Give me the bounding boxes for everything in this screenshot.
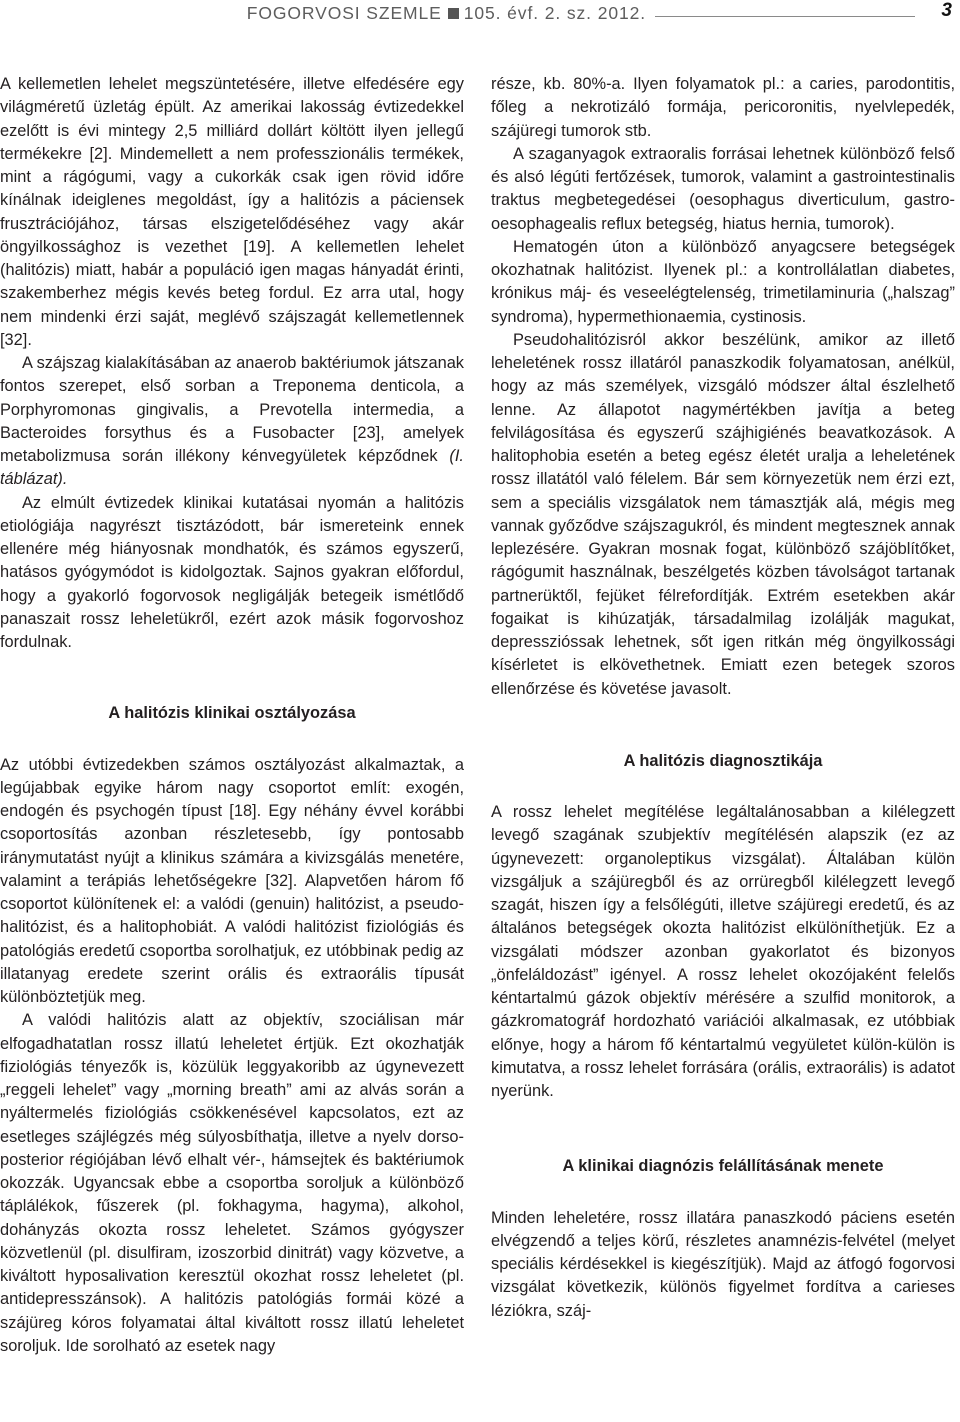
paragraph: A valódi halitózis alatt az objektív, szociálisan már elfogadhatatlan rossz illatú leheletet értjük. Ezt okozhatják fiziológiás tényezők is, közülük leggyakoribb az úgynevezett „reggeli lehelet” vagy „morning breath” ami az alvás során a nyáltermelés fiziológiás csökkenésével kapcsolatos, ezt az esetleges szájlégzés még súlyosbíthatja, illetve a nyelv dorso-posterior régiójában lévő elhalt vér-, hámsejtek és baktériumok okozzák. Ugyancsak ebbe a csoportba soroljuk a különböző táplálékok, fűszerek (pl. fokhagyma, hagyma), alkohol, dohányzás okozta rossz leheletet. Számos gyógyszer közvetlenül (pl. disulfiram, izoszorbid dinitrát) vagy közvetve, a kiváltott hyposalivation keresztül okozhat rossz leheletet (pl. antidepresszánsok). A halitózis patológiás formái közé a szájüreg kóros folyamatai által kiváltott rossz illatú leheletet soroljuk. Ide sorolható az esetek nagy bbox=[0, 1011, 464, 1355]
paragraph: Hematogén úton a különböző anyagcsere betegségek okozhatnak halitózist. Ilyenek pl.: a kontrollálatlan diabetes, krónikus máj- és veseelégtelenség, trimetilaminuria („halszag” syndroma), hypermethionaemia, cystinosis. bbox=[491, 237, 955, 326]
header-rule bbox=[655, 16, 915, 17]
spacer bbox=[491, 701, 955, 750]
right-column bbox=[491, 73, 955, 1323]
left-column bbox=[0, 73, 464, 1358]
spacer bbox=[491, 1103, 955, 1155]
spacer bbox=[0, 726, 464, 754]
section-heading: A halitózis diagnosztikája bbox=[623, 751, 823, 770]
journal-issue: 105. évf. 2. sz. 2012. bbox=[463, 3, 646, 23]
paragraph: A rossz lehelet megítélése legáltalánosabban a kilélegzett levegő szagának szubjektív megítélésén alapszik (ez az úgynevezett: organoleptikus vizsgálat). Általában külön vizsgáljuk a szájüregből és az orrüregből kilélegzett levegő szagát, hiszen így a felsőlégúti, illetve szájüregi eredetű, és az általános betegségek okozta halitózist elkülöníthetjük. Ez a vizsgálati módszer azonban gyakorlatot és bizonyos „önfeláldozást” igényel. A rossz lehelet okozójaként felelős kéntartalmú gázok objektív mérésére a szulfid monitorok, a gázkromatográf hordozható variációi alkalmasak, ez utóbbiak előnye, hogy a három fő kéntartalmú vegyületet külön-külön is kimutatva, a rossz lehelet forrására (orális, extraorális) is adatot nyerünk. bbox=[491, 803, 955, 1100]
spacer bbox=[0, 654, 464, 702]
spacer bbox=[491, 773, 955, 801]
paragraph: Az utóbbi évtizedekben számos osztályozást alkalmaztak, a legújabbak egyike három nagy csoportot említ: exogén, endogén és psychogén típust [18]. Egy néhány évvel korábbi csoportosítás azonban részletesebb, így pontosabb iránymutatást nyújt a klinikus számára a kivizsgálás menetére, valamint a terápiás lehetőségekre [32]. Alapvetően három fő csoportot különítenek el: a valódi (genuin) halitózist, a pseudo-halitózist, és a halitophobiát. A valódi halitózist fiziológiás és patológiás eredetű csoportba sorolhatjuk, ez utóbbinak pedig az illatanyag eredete szerint orális és extraorális típusát különböztetjük meg. bbox=[0, 755, 464, 1006]
section-heading: A klinikai diagnózis felállításának menete bbox=[562, 1157, 884, 1176]
paragraph: Minden leheletére, rossz illatára panaszkodó páciens esetén elvégzendő a teljes körű, részletes anamnézis-felvétel (melyet speciális kérdésekkel is kiegészítjük). Majd az átfogó fogorvosi vizsgálat következik, különös figyelmet fordítva a carieses léziókra, száj- bbox=[491, 1208, 955, 1320]
spacer bbox=[491, 1179, 955, 1207]
paragraph-text: A szájszag kialakításában az anaerob baktériumok játszanak fontos szerepet, első sorban a Treponema denticola, a Porphyromonas gingivalis, a Prevotella intermedia, a Bacteroides forsythus és a Fusobacter [23], amelyek metabolizmusa során illékony kénvegyületek képződnek bbox=[0, 354, 464, 465]
page-number: 3 bbox=[941, 0, 952, 21]
section-heading: A halitózis klinikai osztályozása bbox=[108, 704, 356, 723]
journal-header bbox=[0, 3, 646, 24]
table-reference: (I. táblázat). bbox=[0, 447, 464, 489]
paragraph: Pseudohalitózisról akkor beszélünk, amikor az illető leheletének rossz illatáról panaszkodik folyamatosan, anélkül, hogy az más személyek, vizsgáló módszer által észlelhető lenne. Az állapotot nagymértékben javítja a beteg felvilágosítása és egyszerű szájhigiénés beavatkozások. A halitophobia esetén a beteg egész életét uralja a leheletének rossz illatától való félelem. Bár sem környezetük nem érzi ezt, sem a speciális vizsgálatok nem támasztják alá, mégis meg vannak győződve szájszagukról, és mindent megtesznek annak leplezésére. Gyakran mosnak fogat, különböző szájöblítőket, rágógumit használnak, beszélgetés közben távolságot tartanak partnerüktől, fejüket félrefordítják. Extrém esetekben akár fogaikat is kihúzatják, társadalmilag izolálják magukat, depresszióssak lehetnek, sőt igen ritkán még öngyilkossági kísérletet is elkövethetnek. Emiatt ezen betegek szoros ellenőrzése és követése javasolt. bbox=[491, 330, 955, 698]
running-header bbox=[0, 0, 960, 40]
paragraph: Az elmúlt évtizedek klinikai kutatásai nyomán a halitózis etiológiája nagyrészt tisztázódott, bár ismereteink ennek ellenére még hiányosnak mondhatók, és számos egyszerű, hatásos gyógymódot is kidolgoztak. Sajnos gyakran előfordul, hogy a gyakorló fogorvosok negligálják betegeik ismétlődő panaszait rossz leheletükről, ezért azok másik fogorvoshoz fordulnak. bbox=[0, 493, 464, 651]
paragraph bbox=[0, 352, 464, 492]
paragraph: része, kb. 80%-a. Ilyen folyamatok pl.: a caries, parodontitis, főleg a nekrotizáló formája, pericoronitis, nyelvlepedék, szájüregi tumorok stb. bbox=[491, 75, 955, 140]
paragraph: A szaganyagok extraoralis forrásai lehetnek különböző felső és alsó légúti fertőzések, tumorok, valamint a gastrointestinalis traktus megbetegedései (oesophagus diverticulum, gastro-oesophagealis reflux betegség, hiatus hernia, tumorok). bbox=[491, 144, 955, 233]
square-bullet-icon bbox=[448, 8, 459, 19]
paragraph: A kellemetlen lehelet megszüntetésére, illetve elfedésére egy világméretű üzletág épült. Az amerikai lakosság évtizedekkel ezelőtt is évi mintegy 2,5 milliárd dollárt költött ilyen jellegű termékekre [2]. Mindemellett a nem professzionális termékek, mint a rágógumi, vagy a cukorkák csak igen rövid időre kínálnak ideiglenes megoldást, így a halitózis a páciensek frusztrációjához, társas elszigetelődéséhez vagy akár öngyilkossághoz is vezethet [19]. A kellemetlen lehelet (halitózis) miatt, habár a populáció igen magas hányadát érinti, szakemberhez mégis kevés beteg fordul. Ez arra utal, hogy nem mindenki érzi saját, meglévő szájszagát kellemetlennek [32]. bbox=[0, 75, 464, 349]
journal-title: FOGORVOSI SZEMLE bbox=[246, 3, 442, 23]
